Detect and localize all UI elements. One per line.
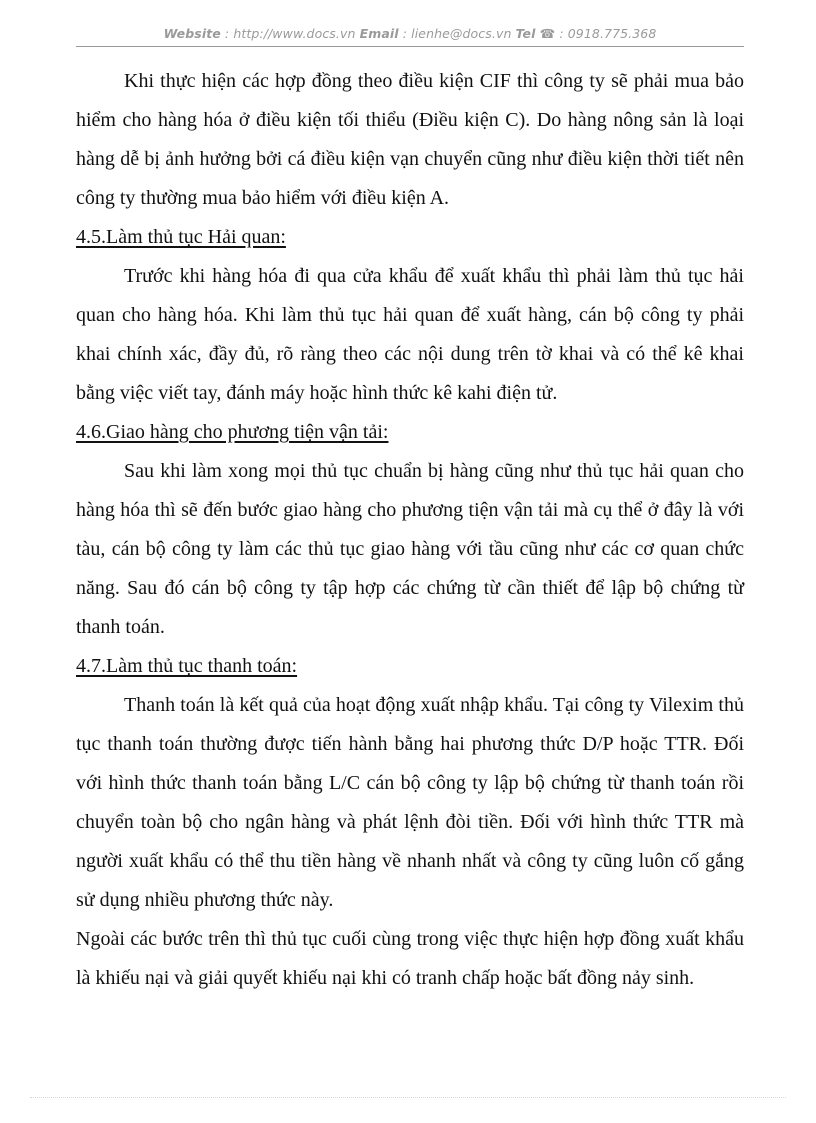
section-heading-4-5-text: 4.5.Làm thủ tục Hải quan: xyxy=(76,226,286,248)
tel-value: ☎ : 0918.775.368 xyxy=(535,26,657,41)
header-divider xyxy=(76,46,744,47)
section-heading-4-6-text: 4.6.Giao hàng cho phương tiện vận tải: xyxy=(76,421,389,443)
page-header xyxy=(76,26,744,46)
paragraph-delivery: Sau khi làm xong mọi thủ tục chuẩn bị hàng cũng như thủ tục hải quan cho hàng hóa thì sẽ đến bước giao hàng cho phương tiện vận tải mà cụ thể ở đây là với tàu, cán bộ công ty làm các thủ tục giao hàng với tầu cũng như các cơ quan chức năng. Sau đó cán bộ công ty tập hợp các chứng từ cần thiết để lập bộ chứng từ thanh toán. xyxy=(76,460,744,638)
tel-label: Tel xyxy=(515,26,536,41)
paragraph-insurance: Khi thực hiện các hợp đồng theo điều kiện CIF thì công ty sẽ phải mua bảo hiểm cho hàng hóa ở điều kiện tối thiểu (Điều kiện C). Do hàng nông sản là loại hàng dễ bị ảnh hưởng bởi cá điều kiện vạn chuyển cũng như điều kiện thời tiết nên công ty thường mua bảo hiểm với điều kiện A. xyxy=(76,70,744,209)
email-label: Email xyxy=(359,26,399,41)
email-value: : lienhe@docs.vn xyxy=(398,26,516,41)
website-label: Website xyxy=(163,26,221,41)
paragraph-payment: Thanh toán là kết quả của hoạt động xuất nhập khẩu. Tại công ty Vilexim thủ tục thanh toán thường được tiến hành bằng hai phương thức D/P hoặc TTR. Đối với hình thức thanh toán bằng L/C cán bộ công ty lập bộ chứng từ thanh toán rồi chuyển toàn bộ cho ngân hàng và phát lệnh đòi tiền. Đối với hình thức TTR mà người xuất khẩu có thể thu tiền hàng về nhanh nhất và công ty cũng luôn cố gắng sử dụng nhiều phương thức này. xyxy=(76,694,744,911)
footer-divider xyxy=(30,1097,786,1098)
paragraph-customs: Trước khi hàng hóa đi qua cửa khẩu để xuất khẩu thì phải làm thủ tục hải quan cho hàng hóa. Khi làm thủ tục hải quan để xuất hàng, cán bộ công ty phải khai chính xác, đầy đủ, rõ ràng theo các nội dung trên tờ khai và có thể kê khai bằng việc viết tay, đánh máy hoặc hình thức kê kahi điện tử. xyxy=(76,265,744,404)
document-body xyxy=(76,62,744,998)
section-heading-4-7-text: 4.7.Làm thủ tục thanh toán: xyxy=(76,655,298,677)
section-heading-4-7 xyxy=(76,647,744,686)
section-heading-4-5 xyxy=(76,218,744,257)
website-value: : http://www.docs.vn xyxy=(220,26,360,41)
section-heading-4-6 xyxy=(76,413,744,452)
paragraph-complaints: Ngoài các bước trên thì thủ tục cuối cùng trong việc thực hiện hợp đồng xuất khẩu là khiếu nại và giải quyết khiếu nại khi có tranh chấp hoặc bất đồng nảy sinh. xyxy=(76,928,744,989)
